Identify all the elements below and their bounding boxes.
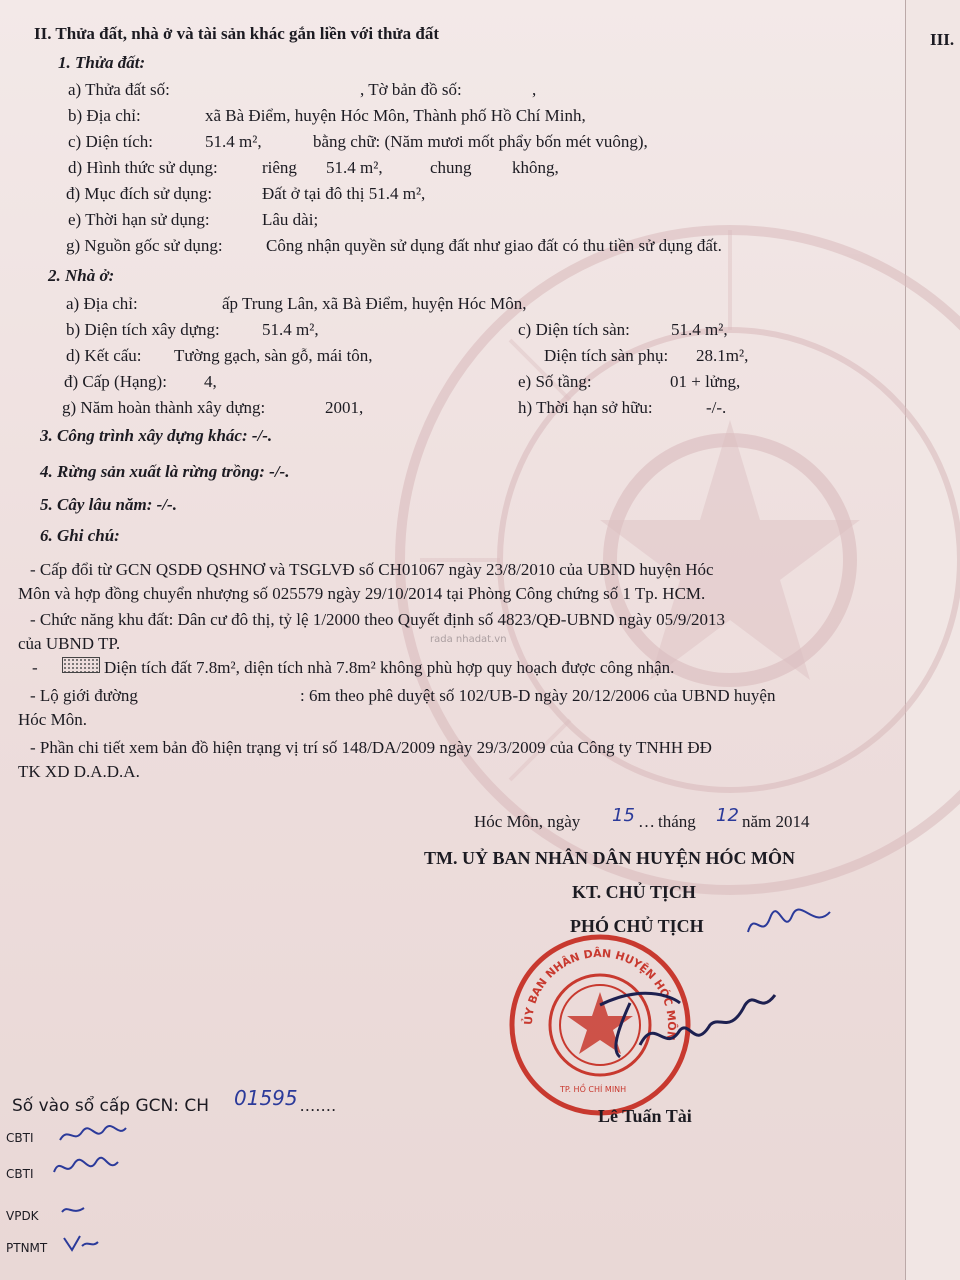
- section-title: II. Thửa đất, nhà ở và tài sản khác gắn liền với thửa đất: [34, 24, 439, 43]
- next-section-stub: III.: [930, 30, 955, 49]
- date-day: 15: [612, 805, 635, 826]
- land-address-value: xã Bà Điểm, huyện Hóc Môn, Thành phố Hồ Chí Minh,: [205, 106, 586, 125]
- house-subfloor-value: 28.1m²,: [696, 346, 749, 365]
- land-area-label: c) Diện tích:: [68, 132, 153, 151]
- house-build-area-value: 51.4 m²,: [262, 320, 319, 339]
- hatched-legend-icon: [62, 657, 100, 673]
- land-map-sheet-label: , Tờ bản đồ số:: [360, 80, 462, 99]
- land-origin-value: Công nhận quyền sử dụng đất như giao đất có thu tiền sử dụng đất.: [266, 236, 722, 255]
- registry-number: 01595: [234, 1086, 298, 1110]
- house-floor-area-value: 51.4 m²,: [671, 320, 728, 339]
- note-4-label: - Lộ giới đường: [30, 686, 138, 705]
- note-4-text: : 6m theo phê duyệt số 102/UB-D ngày 20/12/2006 của UBND huyện: [300, 686, 776, 705]
- land-term-value: Lâu dài;: [262, 210, 319, 229]
- note-3-dash: -: [32, 658, 38, 677]
- seal-ring-text: ỦY BAN NHÂN DÂN HUYỆN HÓC MÔN: [521, 946, 679, 1042]
- cbt-2-initials-icon: [50, 1152, 130, 1184]
- house-structure-value: Tường gạch, sàn gỗ, mái tôn,: [174, 346, 373, 365]
- note-2-line-1: - Chức năng khu đất: Dân cư đô thị, tỷ lệ 1/2000 theo Quyết định số 4823/QĐ-UBND ngày 05/9/2013: [30, 610, 726, 629]
- house-floor-area-label: c) Diện tích sàn:: [518, 320, 630, 339]
- land-plot-number-label: a) Thửa đất số:: [68, 80, 170, 99]
- land-area-value: 51.4 m²,: [205, 132, 262, 151]
- note-3-text: Diện tích đất 7.8m², diện tích nhà 7.8m² không phù hợp quy hoạch được công nhận.: [104, 658, 675, 677]
- land-usage-form-label: d) Hình thức sử dụng:: [68, 158, 218, 177]
- ptnmt-initials-icon: [62, 1230, 102, 1256]
- land-usage-shared-label: chung: [430, 158, 472, 177]
- house-grade-value: 4,: [204, 372, 217, 391]
- land-term-label: e) Thời hạn sử dụng:: [68, 210, 210, 229]
- land-purpose-label: đ) Mục đích sử dụng:: [66, 184, 213, 203]
- house-ownership-term-label: h) Thời hạn sở hữu:: [518, 398, 653, 417]
- note-5-line-1: - Phần chi tiết xem bản đồ hiện trạng vị trí số 148/DA/2009 ngày 29/3/2009 của Công ty TNHH ĐĐ: [30, 738, 712, 757]
- land-address-label: b) Địa chỉ:: [68, 106, 141, 125]
- land-area-words: bằng chữ: (Năm mươi mốt phẩy bốn mét vuông),: [313, 132, 648, 151]
- land-origin-label: g) Nguồn gốc sử dụng:: [66, 236, 223, 255]
- place-date-prefix: Hóc Môn, ngày: [474, 812, 581, 831]
- signer-name: Lê Tuấn Tài: [598, 1106, 692, 1126]
- house-subfloor-label: Diện tích sàn phụ:: [544, 346, 669, 365]
- house-completion-value: 2001,: [325, 398, 364, 417]
- ptnmt-label: PTNMT: [6, 1241, 48, 1255]
- house-ownership-term-value: -/-.: [706, 398, 727, 417]
- cbt-1-label: CBTI: [6, 1131, 34, 1145]
- note-4-line-2: Hóc Môn.: [18, 710, 87, 729]
- registry-label: Số vào sổ cấp GCN: CH: [12, 1096, 210, 1116]
- date-day-dots: …: [638, 812, 656, 831]
- issuer-org: TM. UỶ BAN NHÂN DÂN HUYỆN HÓC MÔN: [424, 848, 795, 868]
- house-completion-label: g) Năm hoàn thành xây dựng:: [62, 398, 266, 417]
- note-2-line-2: của UBND TP.: [18, 634, 121, 653]
- forest-line: 4. Rừng sản xuất là rừng trồng: -/-.: [40, 462, 290, 481]
- other-works-line: 3. Công trình xây dựng khác: -/-.: [40, 426, 273, 445]
- note-1-line-1: - Cấp đổi từ GCN QSDĐ QSHNƠ và TSGLVĐ số CH01067 ngày 23/8/2010 của UBND huyện Hóc: [30, 560, 714, 579]
- notes-heading: 6. Ghi chú:: [40, 526, 120, 545]
- house-storeys-label: e) Số tầng:: [518, 372, 592, 391]
- house-heading: 2. Nhà ở:: [48, 266, 115, 285]
- signature-icon: [580, 975, 780, 1065]
- house-build-area-label: b) Diện tích xây dựng:: [66, 320, 220, 339]
- date-year: năm 2014: [742, 812, 810, 831]
- seal-city-text: TP. HỒ CHÍ MINH: [560, 1085, 627, 1094]
- perennial-line: 5. Cây lâu năm: -/-.: [40, 495, 177, 514]
- note-5-line-2: TK XD D.A.D.A.: [18, 762, 140, 781]
- cbt-2-label: CBTI: [6, 1167, 34, 1181]
- house-structure-label: d) Kết cấu:: [66, 346, 142, 365]
- issuer-kt: KT. CHỦ TỊCH: [572, 882, 696, 902]
- site-watermark: rada nhadat.vn: [430, 634, 507, 645]
- land-usage-private-label: riêng: [262, 158, 297, 177]
- land-usage-shared-value: không,: [512, 158, 559, 177]
- land-plot-end: ,: [532, 80, 537, 99]
- land-purpose-value: Đất ở tại đô thị 51.4 m²,: [262, 184, 426, 203]
- cbt-1-initials-icon: [56, 1120, 136, 1150]
- house-storeys-value: 01 + lửng,: [670, 372, 741, 391]
- note-1-line-2: Môn và hợp đồng chuyển nhượng số 025579 ngày 29/10/2014 tại Phòng Công chứng số 1 Tp. HCM.: [18, 584, 706, 603]
- vpdk-label: VPDK: [6, 1209, 39, 1223]
- initials-signature-icon: [744, 900, 834, 950]
- house-address-label: a) Địa chỉ:: [66, 294, 138, 313]
- date-month-word: tháng: [658, 812, 696, 831]
- house-grade-label: đ) Cấp (Hạng):: [64, 372, 167, 391]
- issuer-title: PHÓ CHỦ TỊCH: [570, 916, 704, 936]
- land-usage-private-value: 51.4 m²,: [326, 158, 383, 177]
- registry-dots: .......: [300, 1096, 337, 1115]
- house-address-value: ấp Trung Lân, xã Bà Điểm, huyện Hóc Môn,: [222, 294, 527, 313]
- land-heading: 1. Thửa đất:: [58, 53, 146, 72]
- vpdk-initials-icon: [60, 1200, 90, 1220]
- date-month: 12: [716, 805, 739, 826]
